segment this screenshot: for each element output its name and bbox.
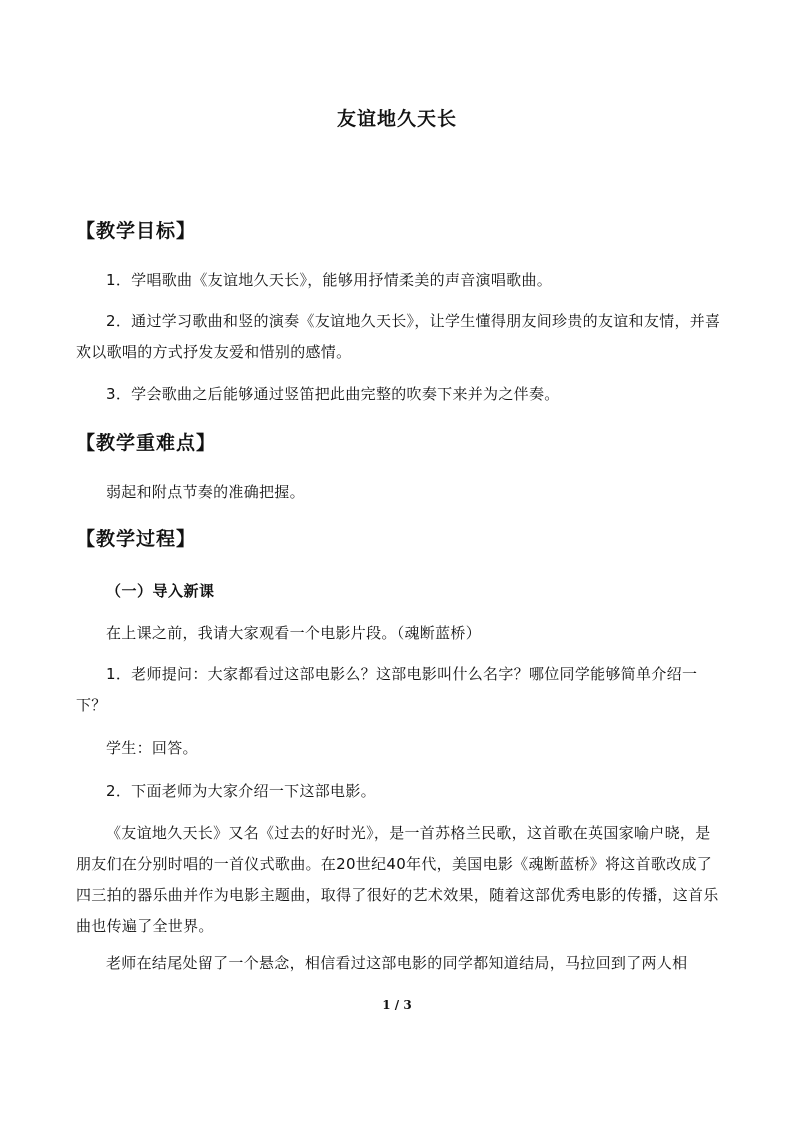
objective-item-3: 3．学会歌曲之后能够通过竖笛把此曲完整的吹奏下来并为之伴奏。 [106,385,560,403]
objective-item-2: 2．通过学习歌曲和竖的演奏《友谊地久天长》，让学生懂得朋友间珍贵的友谊和友情，并喜欢以歌唱的方式抒发友爱和惜别的感情。 [76,312,721,361]
key-points-text: 弱起和附点节奏的准确把握。 [106,483,305,501]
process-paragraph-3: 学生：回答。 [106,739,198,757]
process-paragraph-5: 《友谊地久天长》又名《过去的好时光》，是一首苏格兰民歌，这首歌在英国家喻户晓，是朋友们在分别时唱的一首仪式歌曲。在20世纪40年代，美国电影《魂断蓝桥》将这首歌改成了四三拍的器乐曲并作为电影主题曲，取得了很好的艺术效果，随着这部优秀电影的传播，这首乐曲也传遍了全世界。 [76,824,719,935]
objective-item-1: 1．学唱歌曲《友谊地久天长》，能够用抒情柔美的声音演唱歌曲。 [106,271,553,289]
process-paragraph-1: 在上课之前，我请大家观看一个电影片段。（魂断蓝桥） [106,624,482,642]
page-number: 1 / 3 [382,998,412,1012]
subheading-intro: （一）导入新课 [106,582,215,600]
process-paragraph-6: 老师在结尾处留了一个悬念，相信看过这部电影的同学都知道结局，马拉回到了两人相 [106,954,688,972]
section-heading-key-points: 【教学重难点】 [76,432,217,454]
process-paragraph-4: 2．下面老师为大家介绍一下这部电影。 [106,782,376,800]
section-heading-process: 【教学过程】 [76,528,197,550]
process-paragraph-2: 1．老师提问：大家都看过这部电影么？这部电影叫什么名字？哪位同学能够简单介绍一下？ [76,665,698,714]
section-heading-objectives: 【教学目标】 [76,220,197,242]
page-title: 友谊地久天长 [336,108,457,130]
